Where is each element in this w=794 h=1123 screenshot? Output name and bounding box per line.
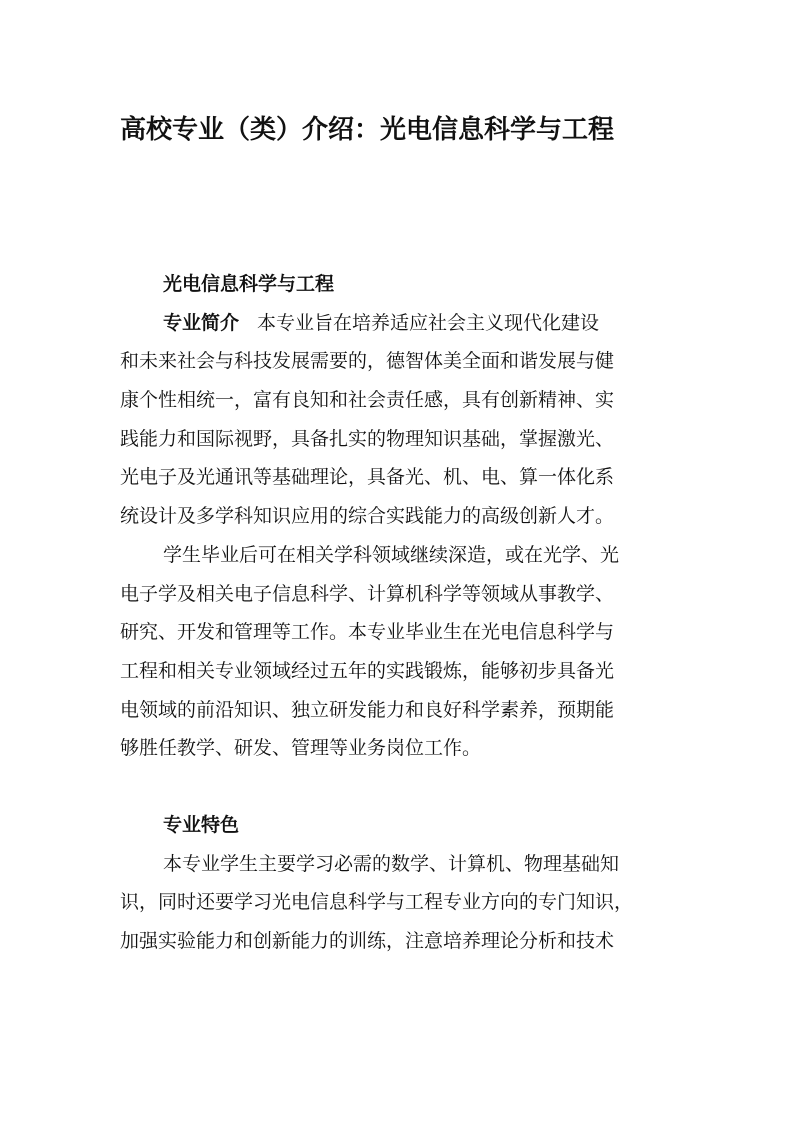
career-line: 工程和相关专业领域经过五年的实践锻炼，能够初步具备光 — [120, 659, 615, 682]
document-body — [120, 265, 680, 961]
career-line: 学生毕业后可在相关学科领域继续深造，或在光学、光 — [163, 543, 620, 566]
intro-label: 专业简介 — [163, 311, 240, 334]
paragraph-spacer — [120, 768, 680, 806]
intro-line: 康个性相统一，富有良知和社会责任感，具有创新精神、实 — [120, 389, 615, 412]
features-line: 加强实验能力和创新能力的训练，注意培养理论分析和技术 — [120, 930, 615, 952]
intro-line: 光电子及光通讯等基础理论，具备光、机、电、算一体化系 — [120, 466, 615, 489]
features-heading: 专业特色 — [163, 813, 240, 836]
intro-first-line — [120, 304, 680, 343]
intro-line: 本专业旨在培养适应社会主义现代化建设 — [257, 311, 600, 334]
intro-line: 和未来社会与科技发展需要的，德智体美全面和谐发展与健 — [120, 350, 615, 373]
features-line: 本专业学生主要学习必需的数学、计算机、物理基础知 — [163, 852, 620, 875]
intro-line: 统设计及多学科知识应用的综合实践能力的高级创新人才。 — [120, 505, 615, 528]
section-heading: 光电信息科学与工程 — [163, 273, 335, 295]
intro-line: 践能力和国际视野，具备扎实的物理知识基础，掌握激光、 — [120, 427, 615, 450]
career-line: 电子学及相关电子信息科学、计算机科学等领域从事教学、 — [120, 582, 615, 605]
career-line: 电领域的前沿知识、独立研发能力和良好科学素养，预期能 — [120, 698, 615, 721]
features-line: 识，同时还要学习光电信息科学与工程专业方向的专门知识， — [120, 891, 634, 914]
career-line: 够胜任教学、研发、管理等业务岗位工作。 — [120, 737, 482, 760]
career-line: 研究、开发和管理等工作。本专业毕业生在光电信息科学与 — [120, 621, 615, 644]
document-title: 高校专业（类）介绍：光电信息科学与工程 — [120, 115, 615, 145]
